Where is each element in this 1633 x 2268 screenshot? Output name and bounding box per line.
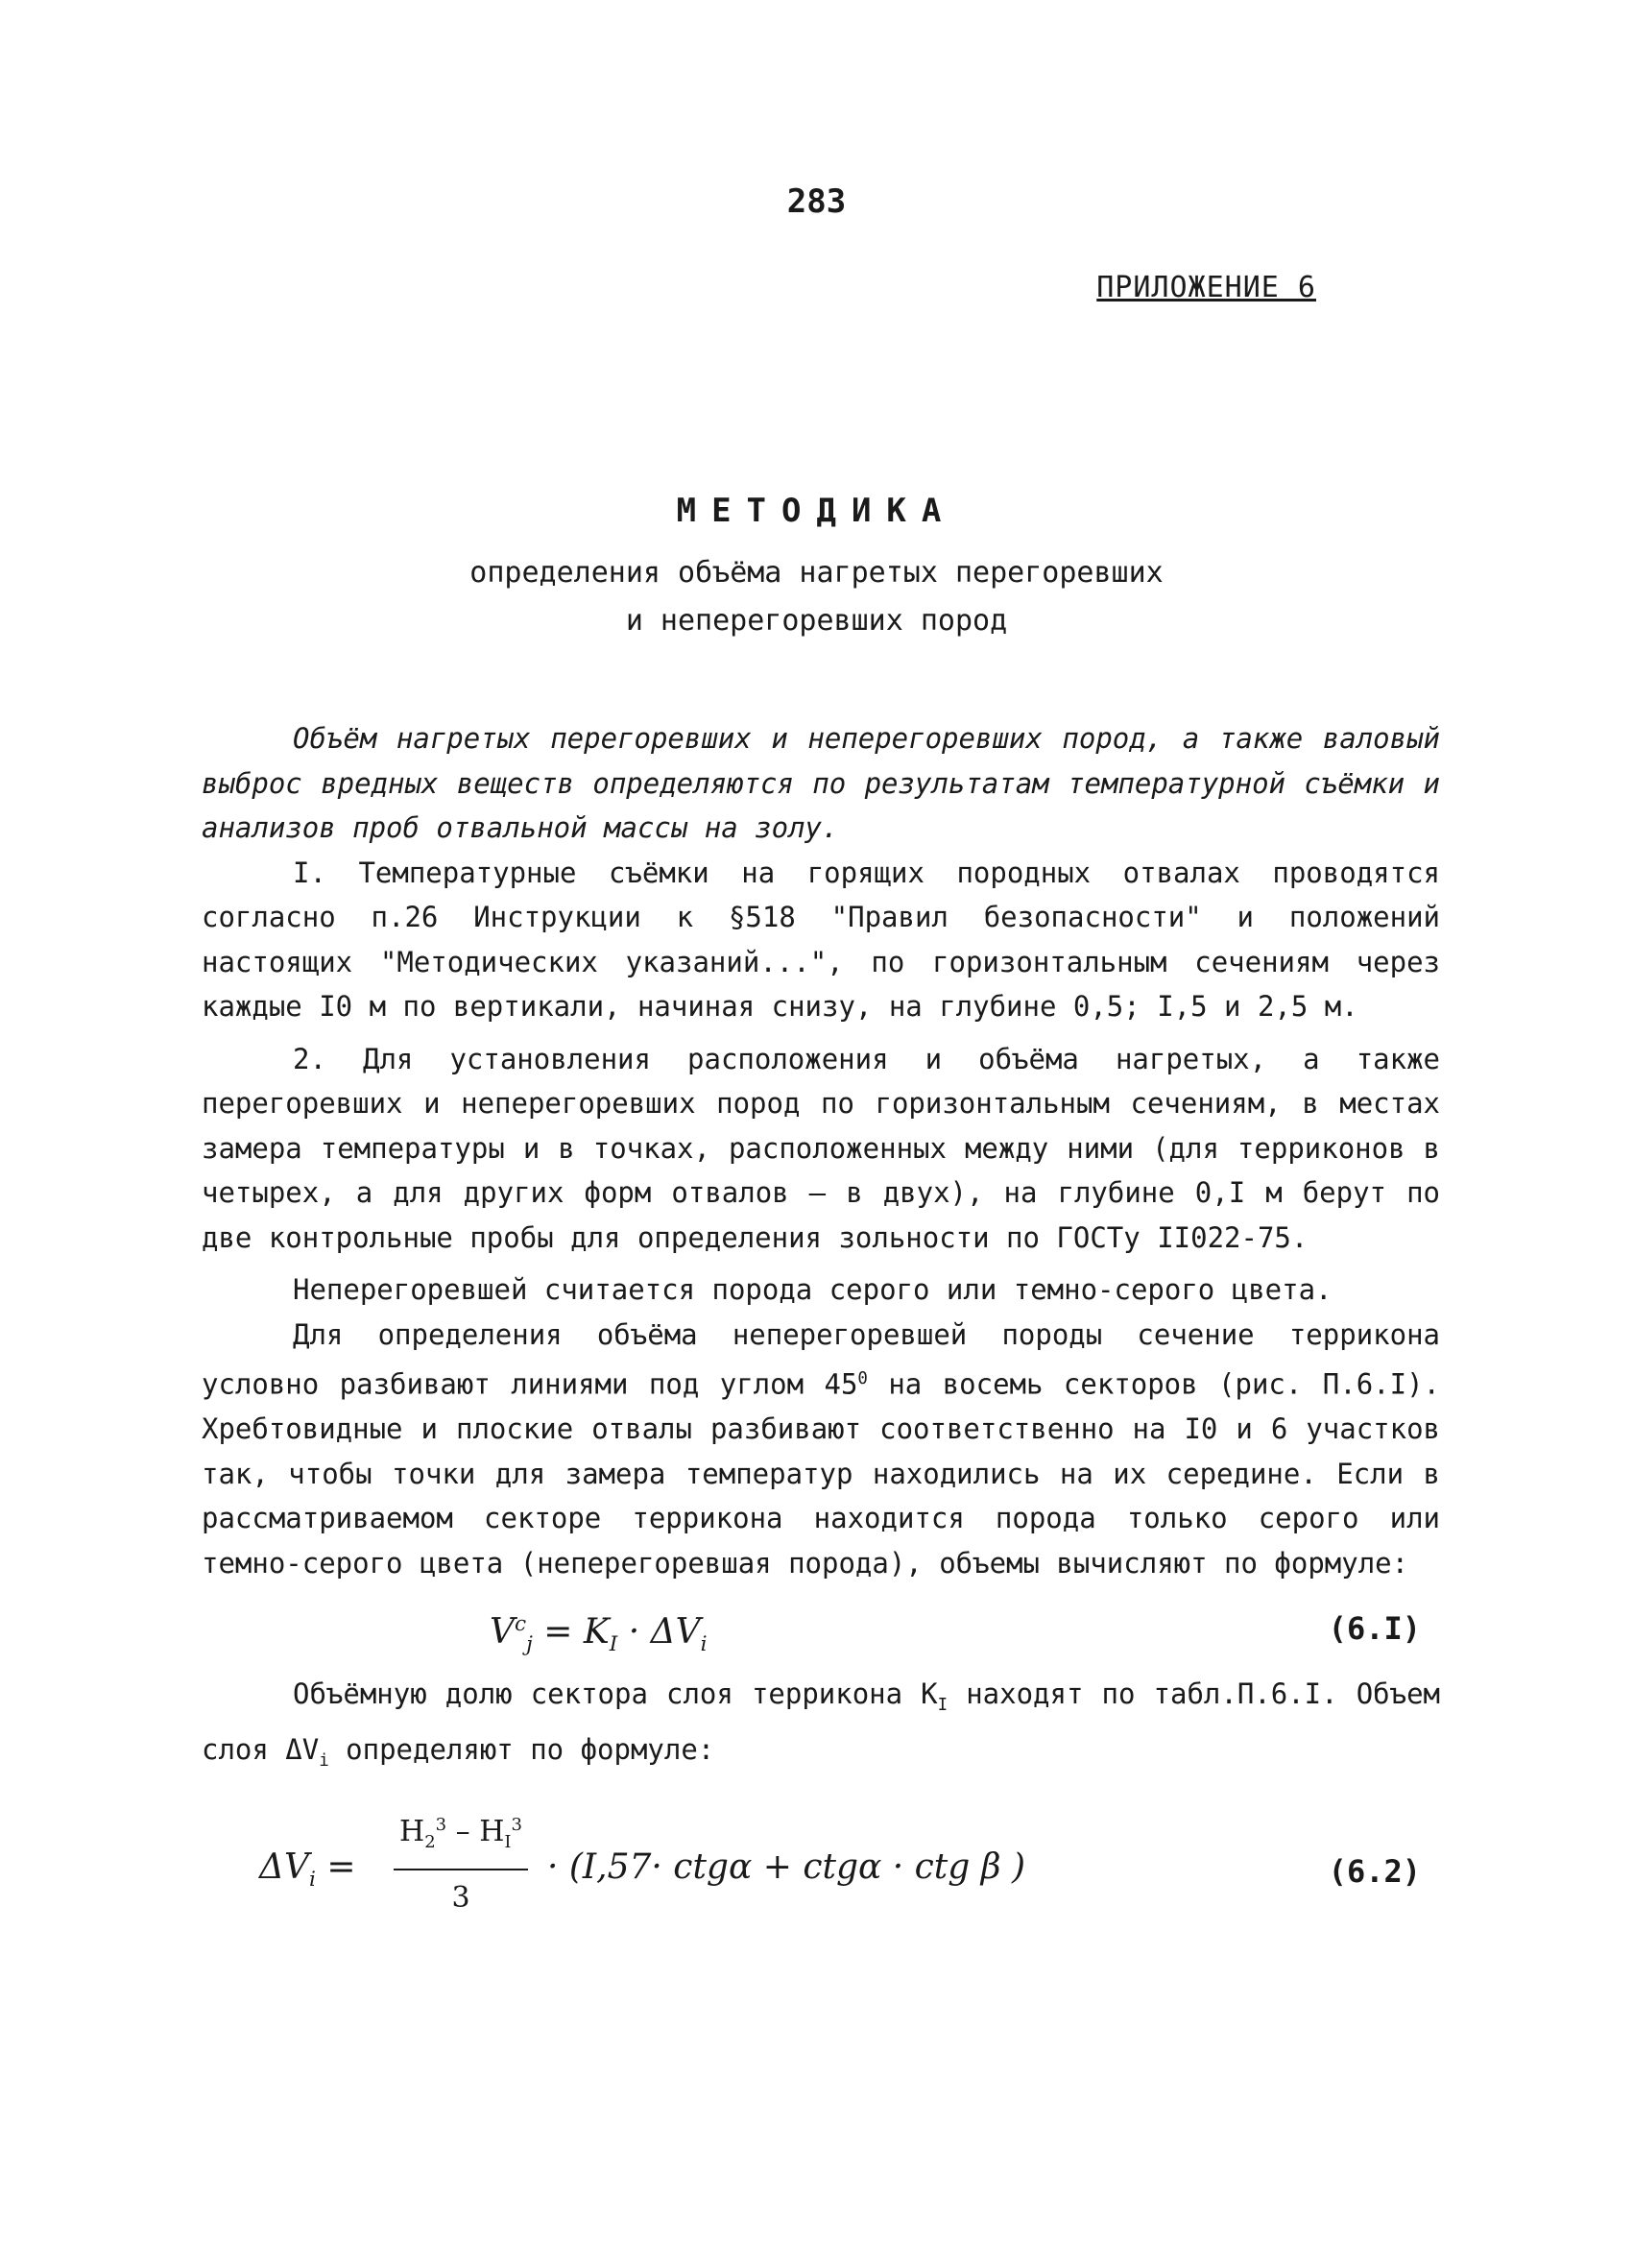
paragraph-4 bbox=[202, 1313, 1440, 1586]
formula-6-1-number: (6.I) bbox=[1328, 1610, 1421, 1648]
formula2-lhs-text: ΔV bbox=[259, 1846, 309, 1887]
document-title: МЕТОДИКА bbox=[676, 492, 957, 530]
paragraph-5-part-c: определяют по формуле: bbox=[328, 1733, 715, 1767]
formula-6-1-expression bbox=[490, 1603, 708, 1668]
subtitle-line-2: и неперегоревших пород bbox=[625, 604, 1008, 638]
degree-superscript: 0 bbox=[857, 1369, 868, 1388]
paragraph-1: I. Температурные съёмки на горящих породных отвалах проводятся согласно п.26 Инструкции к §518 "Правил безопасности" и положений настоящих "Методических указаний...", по горизонтальным сечениям через каждые I0 м по вертикали, начиная снизу, на глубине 0,5; I,5 и 2,5 м. bbox=[202, 856, 1440, 1023]
intro-paragraph bbox=[202, 716, 1440, 851]
formula-6-2-rhs: · (I,57· ctgα + ctgα · ctg β ) bbox=[547, 1846, 1026, 1887]
numerator-sup-1: 3 bbox=[435, 1814, 447, 1835]
subtitle-line-1: определения объёма нагретых перегоревших bbox=[469, 556, 1164, 590]
formula2-lhs-sub: i bbox=[309, 1867, 316, 1892]
paragraph-5-part-b: находят по табл.П.6.I. Объем слоя ΔV bbox=[202, 1677, 1440, 1767]
numerator-sub-2: I bbox=[504, 1831, 512, 1852]
paragraph-3: Неперегоревшей считается порода серого или темно-серого цвета. bbox=[293, 1273, 1333, 1306]
intro-text: Объём нагретых перегоревших и неперегоревших пород, а также валовый выброс вредных веществ определяются по результатам температурной съёмки и анализов проб отвальной массы на золу. bbox=[202, 722, 1440, 844]
formula-6-2-fraction bbox=[394, 1803, 528, 1921]
paragraph-5-sub-2: i bbox=[319, 1751, 329, 1772]
numerator-sub-1: 2 bbox=[424, 1831, 436, 1852]
paragraph-5 bbox=[202, 1672, 1440, 1784]
numerator-sup-2: 3 bbox=[511, 1814, 522, 1835]
formula-eq-k: = K bbox=[532, 1612, 610, 1653]
formula-v: V bbox=[490, 1612, 515, 1653]
formula-v-sup: c bbox=[515, 1612, 527, 1637]
page-number: 283 bbox=[786, 182, 847, 221]
formula-6-1 bbox=[202, 1585, 1440, 1672]
numerator-minus-h: – H bbox=[446, 1814, 505, 1848]
numerator-h: H bbox=[399, 1814, 425, 1848]
formula-delta-v: · ΔV bbox=[617, 1612, 701, 1653]
body-text bbox=[202, 716, 1440, 1928]
document-subtitle bbox=[0, 549, 1633, 645]
formula-6-2-number: (6.2) bbox=[1328, 1852, 1421, 1890]
paragraph-4-part-a: Для определения объёма неперегоревшей породы сечение террикона условно разбивают линиями под углом 45 bbox=[202, 1317, 1440, 1401]
paragraph-5-sub-1: I bbox=[937, 1695, 949, 1715]
fraction-denominator: 3 bbox=[451, 1881, 470, 1916]
paragraph-2: 2. Для установления расположения и объёма нагретых, а также перегоревших и неперегоревших пород по горизонтальным сечениям, в местах замера температуры и в точках, расположенных между ними (для терриконов в четырех, а для других форм отвалов – в двух), на глубине 0,I м берут по две контрольные пробы для определения зольности по ГОСТу II022-75. bbox=[202, 1042, 1440, 1254]
paragraph-5-part-a: Объёмную долю сектора слоя террикона K bbox=[293, 1677, 938, 1711]
formula-delta-v-sub: i bbox=[700, 1632, 708, 1657]
appendix-label: ПРИЛОЖЕНИЕ 6 bbox=[1096, 271, 1316, 304]
formula-k-sub: I bbox=[609, 1632, 618, 1657]
fraction-numerator bbox=[394, 1803, 528, 1871]
formula2-eq: = bbox=[315, 1846, 356, 1887]
formula-6-2-lhs bbox=[259, 1846, 356, 1903]
formula-6-2 bbox=[202, 1803, 1440, 1928]
formula-v-sub: j bbox=[526, 1632, 533, 1657]
paragraph-4-part-b: на восемь секторов (рис. П.6.I). Хребтовидные и плоские отвалы разбивают соответственно на I0 и 6 участков так, чтобы точки для замера температур находились на их середине. Если в рассматриваемом секторе террикона находится порода только серого или темно-серого цвета (неперегоревшая порода), объемы вычисляют по формуле: bbox=[202, 1367, 1440, 1580]
